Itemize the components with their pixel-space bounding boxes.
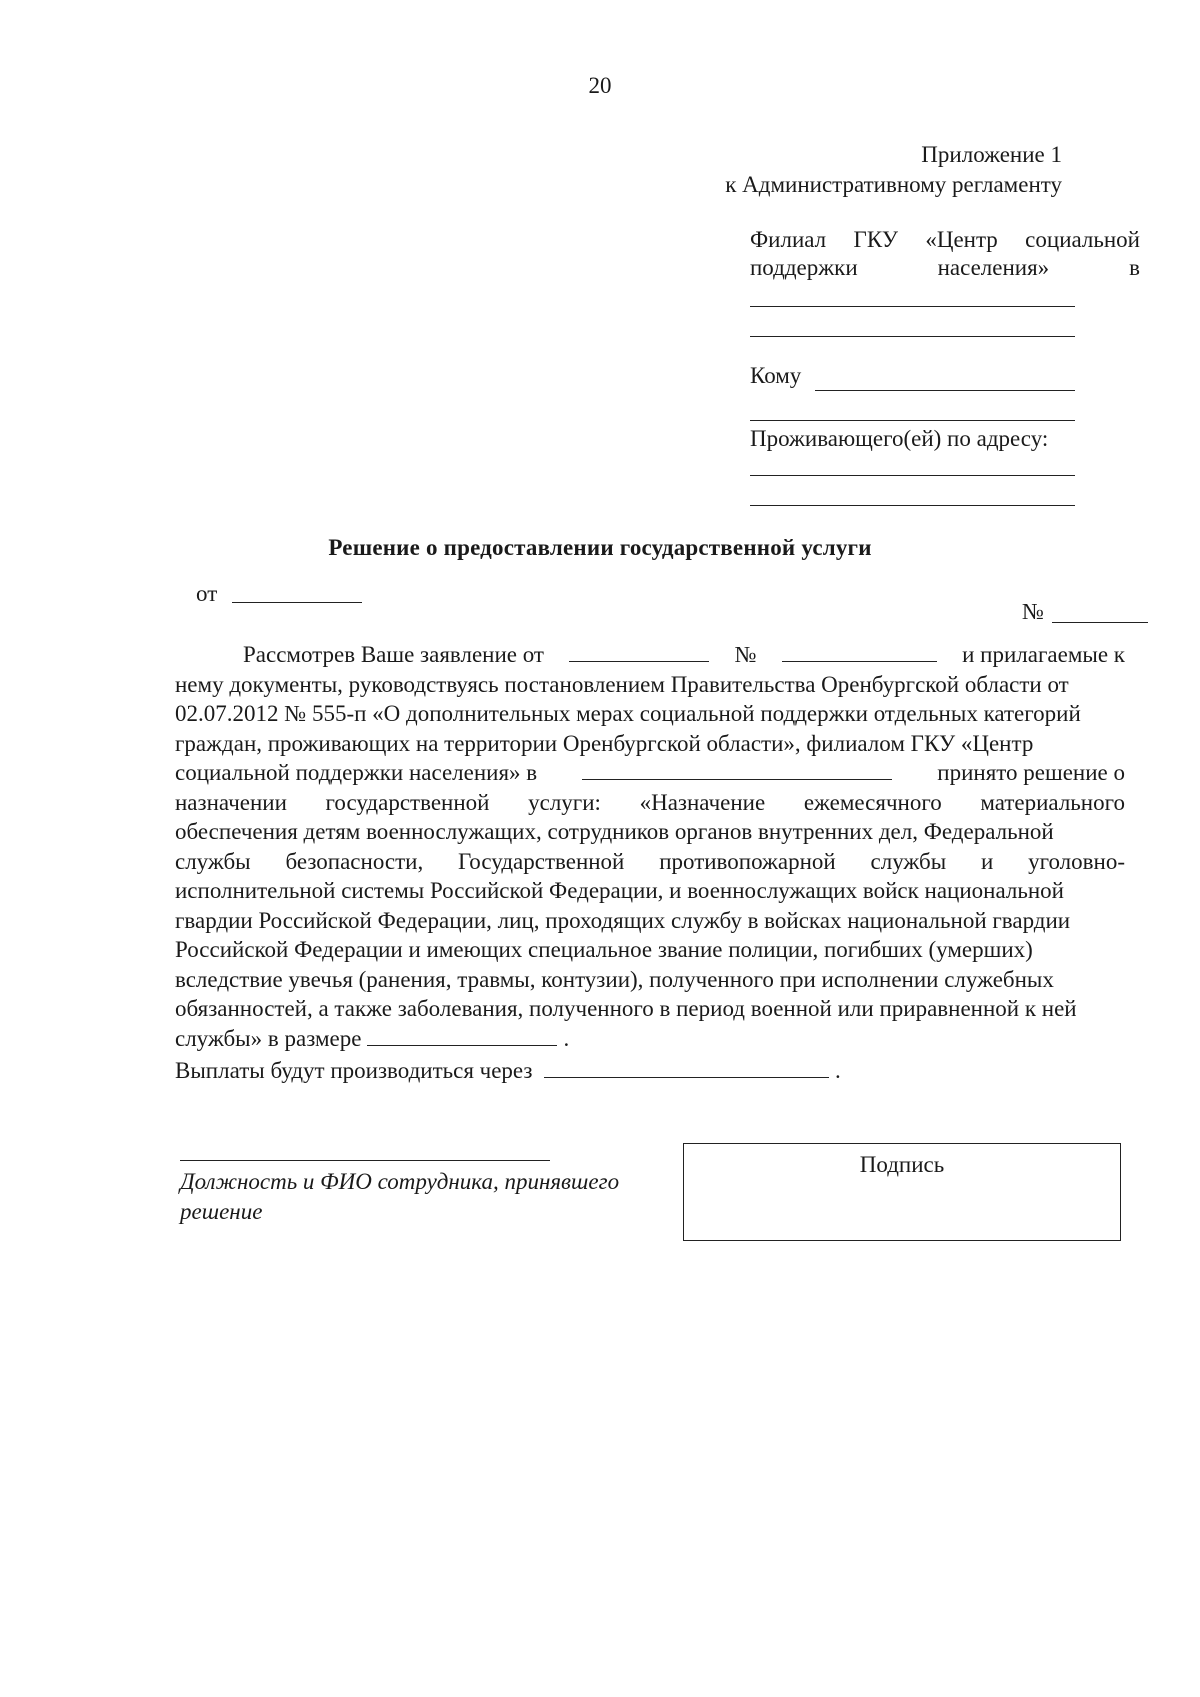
payments-line [175, 1058, 841, 1084]
branch-word: «Центр [925, 227, 998, 252]
body-line [175, 1024, 1125, 1054]
branch-word: ГКУ [853, 227, 898, 252]
body-text-segment: службы» в размере [175, 1025, 362, 1051]
addressee-block [750, 226, 1140, 282]
body-text-segment: обязанностей, а также заболевания, полученного в период военной или приравненной к ней [175, 996, 1077, 1021]
body-word: безопасности, [285, 848, 424, 874]
body-text-segment: принято решение о [937, 760, 1125, 785]
branch-blank-2[interactable] [750, 336, 1075, 337]
body-word: уголовно- [1028, 848, 1125, 874]
body-line [175, 699, 1125, 729]
body-text-segment: нему документы, руководствуясь постановлением Правительства Оренбургской области от [175, 671, 1069, 697]
branch-word: Филиал [750, 227, 827, 252]
body-paragraph [175, 640, 1125, 1053]
body-word: службы [175, 848, 251, 874]
branch-word: поддержки [750, 255, 858, 280]
official-name-blank[interactable] [180, 1160, 550, 1161]
body-text-segment: социальной поддержки населения» в [175, 760, 538, 785]
to-label: Кому [750, 363, 802, 388]
appendix-header [725, 140, 1062, 200]
body-word: услуги: [528, 789, 601, 815]
application-number-blank[interactable] [782, 643, 937, 662]
body-word: и [980, 848, 994, 874]
residing-label: Проживающего(ей) по адресу: [750, 426, 1049, 451]
date-blank[interactable] [232, 602, 362, 603]
branch-word: социальной [1025, 227, 1140, 252]
body-line [175, 758, 1125, 788]
branch-line-1 [750, 226, 1140, 254]
branch-line-2 [750, 254, 1140, 282]
payment-method-blank[interactable] [544, 1059, 829, 1078]
body-line [175, 965, 1125, 995]
payments-end: . [835, 1058, 841, 1083]
branch-location-blank[interactable] [582, 761, 892, 780]
body-text-segment: 02.07.2012 № 555-п «О дополнительных мерах социальной поддержки отдельных категорий [175, 701, 1081, 726]
body-word: назначении [175, 789, 287, 815]
body-word: «Назначение [639, 789, 766, 815]
body-text-segment: исполнительной системы Российской Федерации, и военнослужащих войск национальной [175, 878, 1064, 903]
body-line [175, 640, 1125, 670]
body-word: Государственной [458, 848, 625, 874]
date-label: от [196, 581, 218, 606]
page-number: 20 [588, 73, 612, 98]
payments-text: Выплаты будут производиться через [175, 1058, 533, 1083]
number-sign: № [1022, 599, 1044, 624]
body-line [175, 729, 1125, 759]
body-word: материального [980, 789, 1125, 815]
body-text-segment: Рассмотрев Ваше заявление от [243, 642, 544, 667]
branch-blank-1[interactable] [750, 306, 1075, 307]
appendix-line-2: к Административному регламенту [725, 172, 1062, 197]
appendix-line-1: Приложение 1 [921, 142, 1062, 167]
body-line [175, 817, 1125, 847]
body-word: ежемесячного [803, 789, 942, 815]
body-text-segment: . [563, 1025, 570, 1051]
application-date-blank[interactable] [569, 643, 709, 662]
address-blank-2[interactable] [750, 505, 1075, 506]
to-blank-2[interactable] [750, 420, 1075, 421]
branch-word: в [1129, 255, 1140, 280]
body-word: службы [870, 848, 947, 874]
address-blank-1[interactable] [750, 475, 1075, 476]
body-line [175, 906, 1125, 936]
body-text-segment: и прилагаемые к [962, 642, 1125, 667]
body-line [175, 994, 1125, 1024]
body-word: государственной [325, 789, 490, 815]
body-text-segment: вследствие увечья (ранения, травмы, контузии), полученного при исполнении служебных [175, 966, 1054, 992]
signature-box[interactable] [683, 1143, 1121, 1241]
body-line [175, 847, 1125, 877]
signature-label: Подпись [859, 1152, 945, 1177]
number-blank[interactable] [1052, 622, 1148, 623]
body-text-segment: обеспечения детям военнослужащих, сотрудников органов внутренних дел, Федеральной [175, 819, 1054, 844]
body-text-segment: Российской Федерации и имеющих специальное звание полиции, погибших (умерших) [175, 937, 1033, 962]
body-text-segment: граждан, проживающих на территории Оренбургской области», филиалом ГКУ «Центр [175, 730, 1034, 756]
body-word: противопожарной [659, 848, 836, 874]
amount-blank[interactable] [367, 1027, 557, 1046]
body-line [175, 876, 1125, 906]
body-text-segment: гвардии Российской Федерации, лиц, проходящих службу в войсках национальной гвардии [175, 907, 1071, 933]
to-blank[interactable] [815, 390, 1075, 391]
official-caption: Должность и ФИО сотрудника, принявшего решение [180, 1169, 620, 1224]
body-text-segment: № [734, 642, 757, 667]
body-line [175, 670, 1125, 700]
document-title: Решение о предоставлении государственной услуги [328, 535, 872, 560]
body-line [175, 935, 1125, 965]
body-line [175, 788, 1125, 818]
branch-word: населения» [937, 255, 1050, 280]
